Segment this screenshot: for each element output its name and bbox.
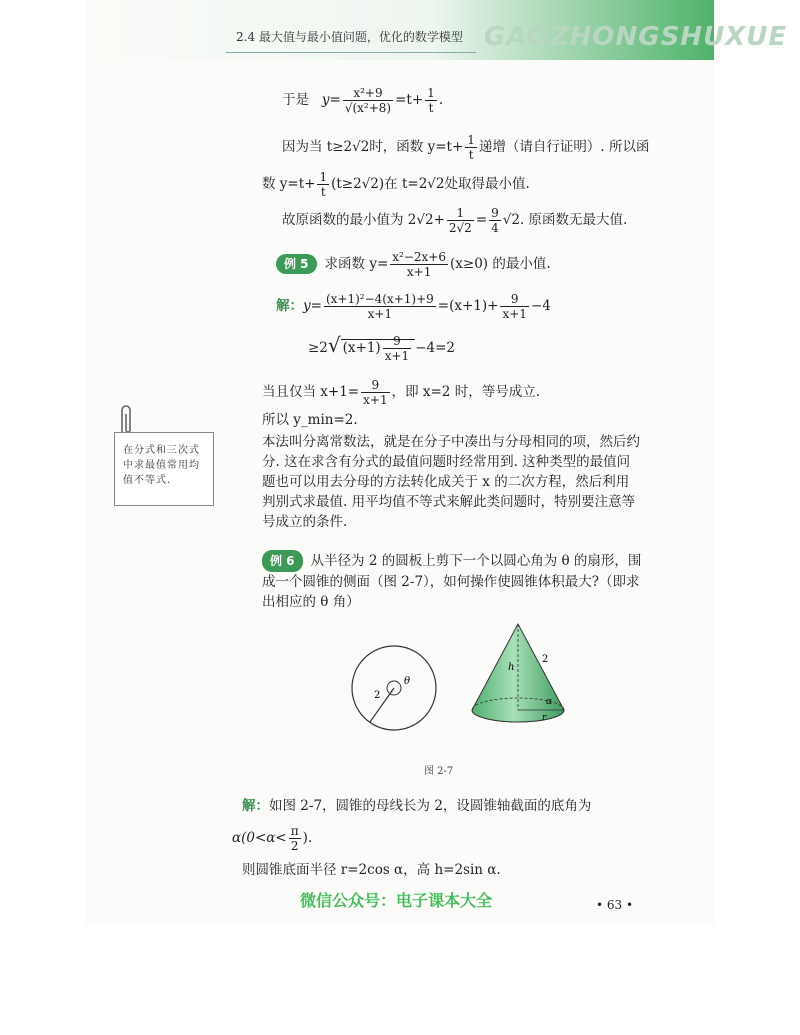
solution-line-1 (276, 292, 551, 321)
numerator: x²−2x+6 (392, 250, 446, 264)
solution-line-2 (308, 334, 455, 363)
header-section-title: 2.4 最大值与最小值问题，优化的数学模型 (236, 30, 463, 44)
fraction (361, 378, 389, 407)
fraction (447, 206, 474, 235)
numerator: 9 (491, 206, 499, 220)
solution-line-4: 所以 y_min=2. (262, 412, 358, 428)
numerator: 9 (500, 292, 528, 307)
solution-label: 解： (276, 298, 303, 314)
math-line-2 (282, 133, 650, 162)
fraction (317, 170, 329, 199)
numerator: x²+9 (343, 86, 393, 101)
numerator: 1 (319, 170, 328, 184)
example-6-text: 从半径为 2 的圆板上剪下一个以圆心角为 θ 的扇形，围成一个圆锥的侧面（图 2-7），如何操作使圆锥体积最大?（即求出相应的 θ 角） (262, 553, 642, 610)
numerator: 9 (383, 334, 411, 349)
text: (t≥2√2)在 t=2√2处取得最小值. (331, 176, 530, 192)
text: 于是 (282, 92, 309, 108)
denominator: √(x²+8) (344, 101, 392, 115)
math-line-1 (282, 86, 443, 115)
text: 数 y=t+ (262, 176, 316, 192)
solution2-line-2 (232, 824, 312, 853)
text: 如图 2-7，圆锥的母线长为 2，设圆锥轴截面的底角为 (269, 798, 592, 814)
header-watermark: GAOZHONGSHUXUE (484, 22, 788, 52)
numerator: 1 (447, 206, 474, 221)
text: ，即 x=2 时，等号成立. (391, 384, 540, 400)
example-6 (262, 550, 642, 612)
fraction (500, 292, 528, 321)
text: y= (321, 92, 341, 108)
radius-label: 2 (374, 690, 381, 701)
text: . (438, 92, 444, 108)
text: 求函数 y= (324, 256, 389, 272)
solution2-line-3: 则圆锥底面半径 r=2cos α，高 h=2sin α. (242, 862, 501, 878)
text: y= (303, 298, 322, 314)
figure-caption: 图 2-7 (424, 766, 454, 777)
example-5-badge: 例 5 (276, 254, 317, 274)
denominator: t (320, 185, 326, 199)
numerator: 1 (427, 86, 435, 100)
fraction (465, 133, 477, 162)
denominator: x+1 (502, 307, 527, 321)
text: 因为当 t≥2√2时，函数 y=t+ (282, 139, 464, 155)
numerator: 1 (467, 133, 475, 147)
numerator: π (290, 824, 299, 838)
text: 当且仅当 x+1= (262, 384, 360, 400)
denominator: 2√2 (448, 221, 472, 235)
base-angle-label: α (546, 697, 553, 707)
text: −4 (530, 298, 551, 314)
fraction (425, 86, 437, 115)
method-explanation: 本法叫分离常数法，就是在分子中凑出与分母相同的项，然后约分. 这在求含有分式的最值问题时经常用到. 这种类型的最值问题也可以用去分母的方法转化成关于 x 的二次方程，然后利用判别式求最值. 用平均值不等式来解此类问题时，特别要注意等号成立的条件. (262, 434, 640, 530)
textbook-page (86, 0, 788, 925)
fraction (289, 824, 301, 853)
text: (x+1) (342, 340, 381, 356)
denominator: 4 (491, 221, 499, 235)
denominator: x+1 (406, 265, 432, 279)
text: (x≥0) 的最小值. (450, 256, 551, 272)
sqrt-sign: √ (327, 333, 341, 357)
fraction (383, 334, 411, 363)
figure-2-7 (346, 620, 586, 740)
fraction (390, 250, 448, 279)
denominator: x+1 (367, 307, 393, 321)
fraction (489, 206, 501, 235)
numerator: 9 (361, 378, 389, 393)
text: =(x+1)+ (437, 298, 499, 314)
text: 递增（请自行证明）. 所以函 (478, 139, 650, 155)
example-5-line (276, 250, 551, 279)
page-number: • 63 • (596, 898, 634, 912)
denominator: t (468, 148, 474, 162)
text: α(0<α< (232, 830, 287, 846)
numerator: (x+1)²−4(x+1)+9 (325, 292, 434, 306)
denominator: 2 (290, 839, 299, 853)
header-rule (226, 52, 476, 53)
sqrt-body (341, 334, 416, 363)
solution-label: 解： (242, 798, 269, 814)
margin-note: 在分式和三次式中求最值常用均值不等式. (114, 432, 214, 506)
base-radius-label: r (542, 713, 547, 723)
text: ≥2 (308, 340, 328, 356)
cone (472, 624, 564, 722)
math-line-3 (262, 170, 530, 199)
example-6-badge: 例 6 (262, 550, 303, 572)
denominator: x+1 (363, 393, 388, 407)
slant-label: 2 (542, 654, 549, 665)
wechat-watermark: 微信公众号：电子课本大全 (300, 891, 493, 910)
text: = (475, 212, 488, 228)
math-line-4 (282, 206, 627, 235)
solution-line-3 (262, 378, 540, 407)
denominator: x+1 (384, 349, 410, 363)
text: 故原函数的最小值为 2√2+ (282, 212, 445, 228)
solution2-line-1 (242, 797, 591, 815)
text: =t+ (395, 92, 424, 108)
cut-circle (352, 646, 436, 730)
text: √2. 原函数无最大值. (502, 212, 628, 228)
denominator: t (428, 101, 434, 115)
text: ). (302, 830, 313, 846)
fraction (324, 292, 436, 321)
fraction (343, 86, 393, 115)
angle-label: θ (404, 676, 411, 687)
text: −4=2 (415, 340, 455, 356)
height-label: h (508, 662, 515, 673)
